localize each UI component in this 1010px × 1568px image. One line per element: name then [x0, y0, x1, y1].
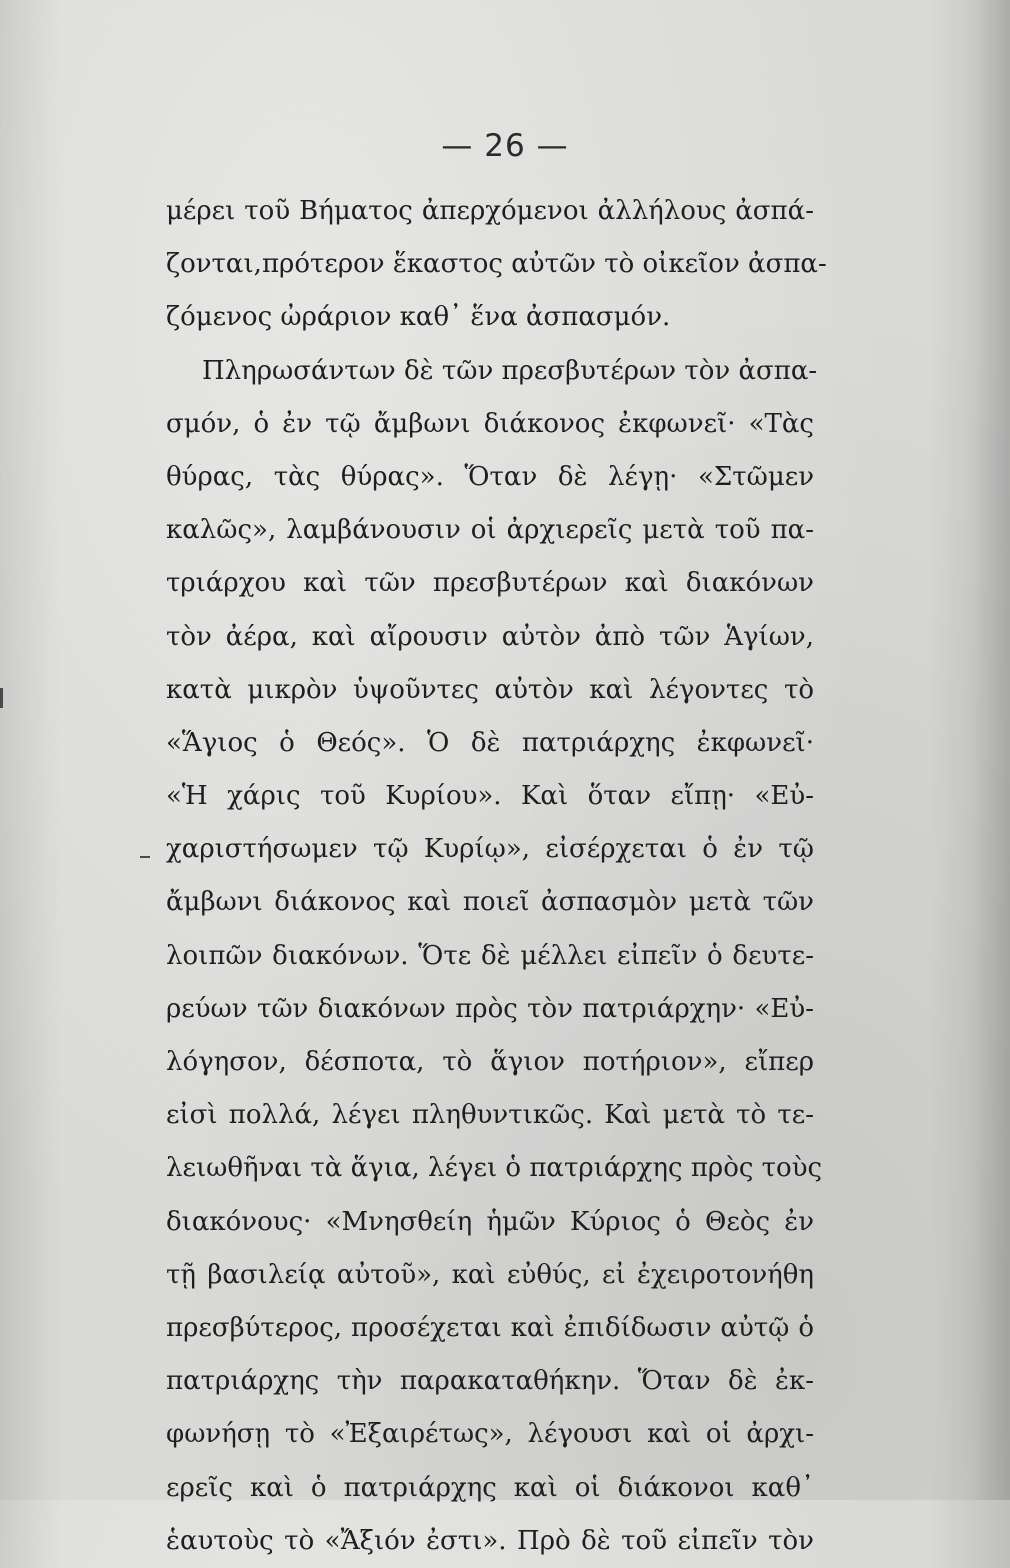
- text-line: κατὰ μικρὸν ὑψοῦντες αὐτὸν καὶ λέγοντες τὸ: [166, 674, 814, 705]
- text-line: ζονται,πρότερον ἕκαστος αὐτῶν τὸ οἰκεῖον ἀσπα-: [166, 249, 827, 280]
- text-line: καλῶς», λαμβάνουσιν οἱ ἀρχιερεῖς μετὰ τοῦ πα-: [166, 515, 814, 546]
- page-edge-shadow: [970, 0, 1010, 1500]
- margin-mark: [140, 856, 150, 858]
- body-text: [166, 185, 827, 1568]
- text-line: χαριστήσωμεν τῷ Κυρίῳ», εἰσέρχεται ὁ ἐν τῷ: [166, 834, 814, 865]
- text-line: λόγησον, δέσποτα, τὸ ἅγιον ποτήριον», εἴπερ: [166, 1047, 814, 1077]
- text-line: λοιπῶν διακόνων. Ὅτε δὲ μέλλει εἰπεῖν ὁ δευτε-: [166, 940, 814, 971]
- text-line: θύρας, τὰς θύρας». Ὅταν δὲ λέγῃ· «Στῶμεν: [166, 461, 814, 492]
- text-line: εἰσὶ πολλά, λέγει πληθυντικῶς. Καὶ μετὰ τὸ τε-: [166, 1100, 814, 1131]
- text-line: διακόνους· «Μνησθείη ἡμῶν Κύριος ὁ Θεὸς ἐν: [166, 1206, 814, 1237]
- text-line: «Ἡ χάρις τοῦ Κυρίου». Καὶ ὅταν εἴπῃ· «Εὐ-: [166, 781, 814, 812]
- text-line: τριάρχου καὶ τῶν πρεσβυτέρων καὶ διακόνων: [166, 568, 814, 599]
- text-line: ἑαυτοὺς τὸ «Ἄξιόν ἐστι». Πρὸ δὲ τοῦ εἰπεῖν τὸν: [166, 1525, 814, 1556]
- text-line: τῇ βασιλείᾳ αὐτοῦ», καὶ εὐθύς, εἰ ἐχειροτονήθη: [166, 1259, 814, 1290]
- page-number: — 26 —: [441, 128, 569, 164]
- text-line: «Ἅγιος ὁ Θεός». Ὁ δὲ πατριάρχης ἐκφωνεῖ·: [166, 727, 814, 758]
- text-line: σμόν, ὁ ἐν τῷ ἄμβωνι διάκονος ἐκφωνεῖ· «Τὰς: [166, 408, 814, 439]
- text-line: λειωθῆναι τὰ ἅγια, λέγει ὁ πατριάρχης πρὸς τοὺς: [166, 1153, 823, 1184]
- text-line: πρεσβύτερος, προσέχεται καὶ ἐπιδίδωσιν αὐτῷ ὁ: [166, 1312, 814, 1343]
- margin-mark: [0, 688, 3, 708]
- text-line: φωνήσῃ τὸ «Ἐξαιρέτως», λέγουσι καὶ οἱ ἀρχι-: [166, 1419, 814, 1450]
- text-line: τὸν ἀέρα, καὶ αἴρουσιν αὐτὸν ἀπὸ τῶν Ἁγίων,: [166, 621, 814, 652]
- text-line: Πληρωσάντων δὲ τῶν πρεσβυτέρων τὸν ἀσπα-: [202, 355, 818, 386]
- text-line: ζόμενος ὠράριον καθ᾽ ἕνα ἀσπασμόν.: [166, 302, 671, 333]
- text-line: μέρει τοῦ Βήματος ἀπερχόμενοι ἀλλήλους ἀσπά-: [166, 196, 814, 226]
- text-line: ρεύων τῶν διακόνων πρὸς τὸν πατριάρχην· «Εὐ-: [166, 993, 814, 1024]
- text-line: ερεῖς καὶ ὁ πατριάρχης καὶ οἱ διάκονοι καθ᾽: [166, 1472, 814, 1503]
- text-line: ἄμβωνι διάκονος καὶ ποιεῖ ἀσπασμὸν μετὰ τῶν: [166, 887, 814, 918]
- text-line: πατριάρχης τὴν παρακαταθήκην. Ὅταν δὲ ἐκ-: [166, 1366, 814, 1397]
